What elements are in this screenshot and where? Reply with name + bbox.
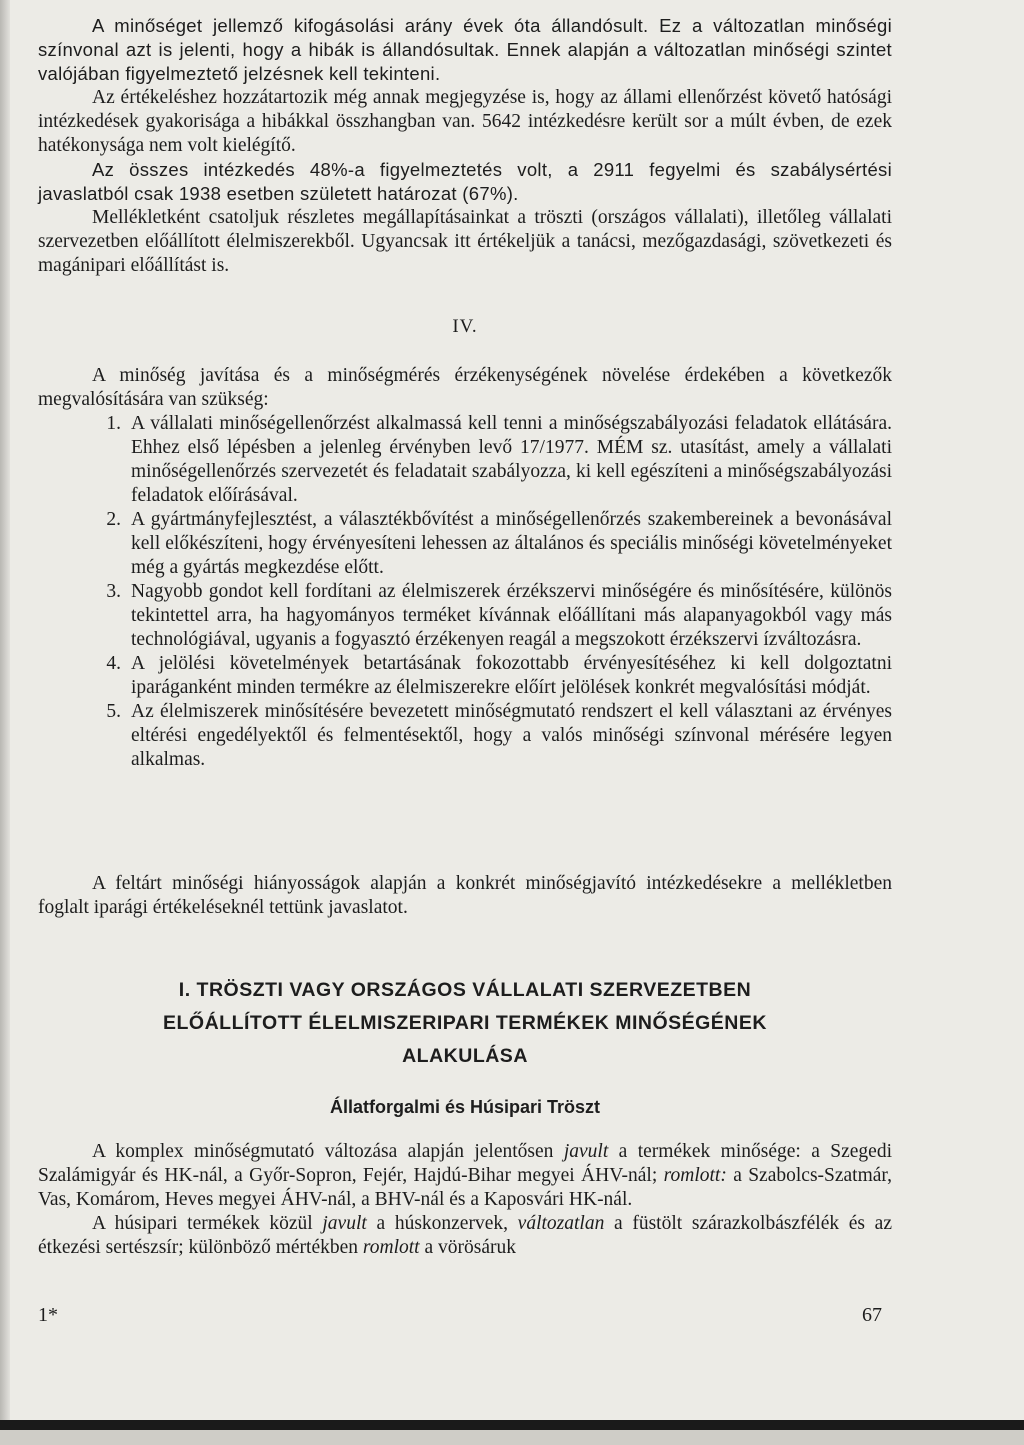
page-spine-shadow xyxy=(0,0,10,1445)
section-iv-closing-block xyxy=(38,872,892,920)
section-i-subtitle: Állatforgalmi és Húsipari Tröszt xyxy=(329,1097,601,1117)
top-text-block xyxy=(38,14,892,278)
list-item-text: A jelölési követelmények betartásának fokozottabb érvényesítéséhez ki kell dolgoztatni iparáganként minden termékre az élelmiszerekre előírt jelölések konkrét megvalósítási módját. xyxy=(131,653,892,698)
section-heading-iv: IV. xyxy=(452,316,478,337)
section-i-title-line: ELŐÁLLÍTOTT ÉLELMISZERIPARI TERMÉKEK MINŐSÉGÉNEK xyxy=(163,1012,767,1034)
list-item-number: 4. xyxy=(106,653,121,674)
page-bottom-edge xyxy=(0,1420,1024,1430)
section-i-title xyxy=(60,974,870,1073)
section-i-body xyxy=(38,1140,892,1260)
list-item-text: A gyártmányfejlesztést, a választékbővítést a minőségellenőrzés szakembereinek a bevonásával kell előkészíteni, hogy érvényesíteni lehessen az általános és speciális minőségi követelményeket még a gyártás megkezdése előtt. xyxy=(131,509,892,578)
list-item xyxy=(38,508,892,580)
paragraph: Mellékletként csatoljuk részletes megállapításainkat a tröszti (országos vállalati), illetőleg vállalati szervezetben előállított élelmiszerekből. Ugyancsak itt értékeljük a tanácsi, mezőgazdasági, szövetkezeti és magánipari előállítást is. xyxy=(38,207,892,276)
recommendation-list xyxy=(38,412,892,772)
list-item-number: 1. xyxy=(106,413,121,434)
list-item-text: Az élelmiszerek minősítésére bevezetett minőségmutató rendszert el kell választani az érvényes eltérési engedélyektől és felmentésektől, hogy a valós minőségi színvonal mérésére legyen alkalmas. xyxy=(131,701,892,770)
paragraph: A minőséget jellemző kifogásolási arány évek óta állandósult. Ez a változatlan minőségi színvonal azt is jelenti, hogy a hibák is állandósultak. Ennek alapján a változatlan minőségi szintet valójában figyelmeztető jelzésnek kell tekinteni. xyxy=(38,15,892,84)
section-i-title-line: ALAKULÁSA xyxy=(402,1045,528,1067)
emphasis: romlott xyxy=(362,1237,420,1258)
section-iv-intro-block xyxy=(38,364,892,412)
section-i-title-line: I. TRÖSZTI VAGY ORSZÁGOS VÁLLALATI SZERVEZETBEN xyxy=(178,979,752,1001)
list-item xyxy=(38,412,892,508)
paragraph: Az értékeléshez hozzátartozik még annak megjegyzése is, hogy az állami ellenőrzést követő hatósági intézkedések gyakorisága a hibákkal összhangban van. 5642 intézkedésre került sor a múlt évben, de ezek hatékonysága nem volt kielégítő. xyxy=(38,87,892,156)
list-item xyxy=(38,652,892,700)
section-i-paragraph: A komplex minőségmutató változása alapján jelentősen javult a termékek minősége: a Szegedi Szalámigyár és HK-nál, a Győr-Sopron, Fejér, Hajdú-Bihar megyei ÁHV-nál; romlott: a Szabolcs-Szatmár, Vas, Komárom, Heves megyei ÁHV-nál, a BHV-nál és a Kaposvári HK-nál. xyxy=(38,1141,893,1210)
list-item-number: 5. xyxy=(106,701,121,722)
section-iv-intro: A minőség javítása és a minőségmérés érzékenységének növelése érdekében a következők megvalósítására van szükség: xyxy=(38,365,892,410)
page-bottom-margin xyxy=(0,1430,1024,1445)
list-item-number: 2. xyxy=(106,509,121,530)
emphasis: javult xyxy=(322,1213,367,1234)
page-number: 67 xyxy=(862,1304,882,1326)
section-i-paragraph: A húsipari termékek közül javult a húskonzervek, változatlan a füstölt szárazkolbászfélék és az étkezési sertészsír; különböző mértékben romlott a vörösáruk xyxy=(38,1213,892,1258)
emphasis: javult xyxy=(563,1141,609,1162)
list-item xyxy=(38,700,892,772)
list-item-text: Nagyobb gondot kell fordítani az élelmiszerek érzékszervi minőségére és minősítésére, különös tekintettel arra, ha hagyományos terméket kívánnak előállítani más alapanyagokból vagy más technológiával, ugyanis a fogyasztó érzékenyen reagál a megszokott érzékszervi ízváltozásra. xyxy=(131,581,892,650)
list-item-text: A vállalati minőségellenőrzést alkalmassá kell tenni a minőségszabályozási feladatok ellátására. Ehhez első lépésben a jelenleg érvényben levő 17/1977. MÉM sz. utasítást, amely a vállalati minőségellenőrzés szervezetét és feladatait szabályozza, ki kell egészíteni a minőségszabályozási feladatok előírásával. xyxy=(131,413,892,506)
list-item xyxy=(38,580,892,652)
section-iv-closing: A feltárt minőségi hiányosságok alapján a konkrét minőségjavító intézkedésekre a mellékletben foglalt iparági értékeléseknél tettünk javaslatot. xyxy=(38,873,892,918)
list-item-number: 3. xyxy=(106,581,121,602)
paragraph: Az összes intézkedés 48%-a figyelmeztetés volt, a 2911 fegyelmi és szabálysértési javaslatból csak 1938 esetben született határozat (67%). xyxy=(38,159,892,204)
emphasis: romlott: xyxy=(663,1165,727,1186)
emphasis: változatlan xyxy=(517,1213,605,1234)
footer-signature-mark: 1* xyxy=(38,1304,58,1326)
